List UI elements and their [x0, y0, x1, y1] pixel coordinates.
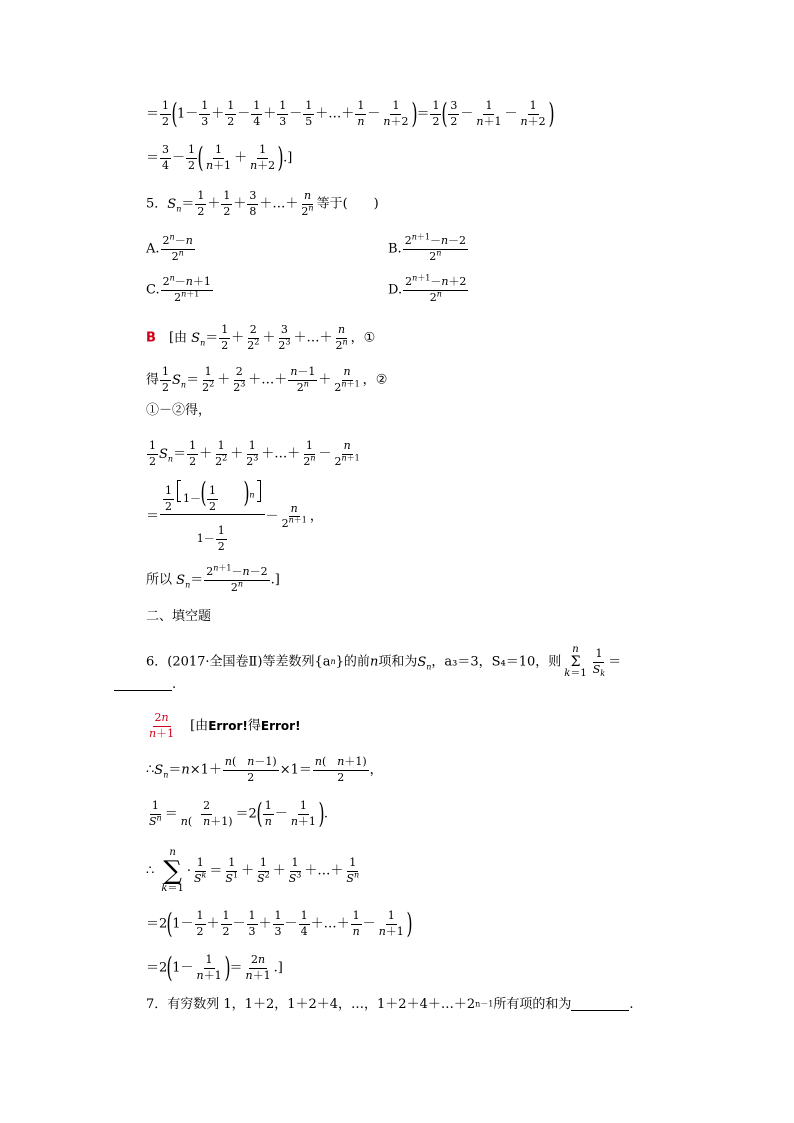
question-6: 6．(2017·全国卷Ⅱ)等差数列{an}的前n项和为$S_n$，a₃＝3，S₄＝10，则 n Σ k＝1 $\frac{1}{S_k}$ ＝	[146, 644, 622, 679]
q6-answer-line: $\frac{2n}{n+1}$ [由Error!得Error!	[149, 711, 301, 740]
solution-line-6: 所以 $S_n=$ $\frac{2^{n+1}-n-2}{2^n}$ .]	[146, 563, 280, 594]
section-title: 二、填空题	[146, 609, 212, 624]
option-c: C. $\frac{2^n-n+1}{2^{n+1}}$	[146, 273, 211, 304]
option-b: B. $\frac{2^{n+1}-n-2}{2^n}$	[388, 232, 467, 263]
answer-blank[interactable]	[114, 678, 172, 691]
formula-line-1: ＝ $\frac{1}{2}$ (1－ $\frac{1}{3}$ ＋ $\frac{1}{2}$ － $\frac{1}{4}$ ＋ $\frac{1}{3}$ － $\frac{1}{5}$ ＋…＋ $\frac{1}{n}$ － $\frac{1}{n+2}$ )＝ $\frac{1}{2}$ ( $\frac{3}{2}$ － $\frac{1}{n+1}$ － $\frac{1}{n+2}$ )	[146, 96, 555, 130]
answer-blank[interactable]	[571, 998, 629, 1011]
option-a: A. $\frac{2^n-n}{2^n}$	[146, 232, 193, 263]
solution-line-2: 得 $\frac{1}{2}$ $S_n=$ $\frac{1}{2^2}$ ＋ $\frac{2}{2^3}$ ＋…＋ $\frac{n-1}{2^n}$ ＋ $\frac{n}{2^{n+1}}$ ，②	[146, 365, 388, 394]
q6-solution-line-3: ∴ n ∑ k＝1 · $\frac{1}{S^k}$ ＝ $\frac{1}{S^1}$ ＋ $\frac{1}{S^2}$ ＋ $\frac{1}{S^3}$ ＋…＋ $\frac{1}{S^n}$	[146, 847, 360, 894]
solution-line-1: B [由 $S_n=$ $\frac{1}{2}$ ＋ $\frac{2}{2^2}$ ＋ $\frac{3}{2^3}$ ＋…＋ $\frac{n}{2^n}$ ，①	[146, 323, 376, 352]
question-7: 7．有穷数列 1，1＋2，1＋2＋4，…，1＋2＋4＋…＋2n－1所有项的和为 .	[146, 997, 634, 1012]
question-6-blank: .	[114, 678, 176, 691]
formula-line-2: ＝ $\frac{3}{4}$ － $\frac{1}{2}$ ( $\frac{1}{n+1}$ ＋ $\frac{1}{n+2}$ ).]	[146, 140, 293, 174]
question-5: 5．$S_n=$ $\frac{1}{2}$ ＋ $\frac{1}{2}$ ＋ $\frac{3}{8}$ ＋…＋ $\frac{n}{2^n}$ 等于( )	[146, 189, 379, 218]
solution-line-4: $\frac{1}{2}$ $S_n=$ $\frac{1}{2}$ ＋ $\frac{1}{2^2}$ ＋ $\frac{1}{2^3}$ ＋…＋ $\frac{1}{2^n}$ － $\frac{n}{2^{n+1}}$	[149, 439, 360, 468]
option-d: D. $\frac{2^{n+1}-n+2}{2^n}$	[388, 273, 467, 304]
q6-solution-line-5: ＝2(1－ $\frac{1}{n+1}$ )＝ $\frac{2n}{n+1}$ .]	[146, 950, 283, 984]
q6-solution-line-4: ＝2(1－ $\frac{1}{2}$ ＋ $\frac{1}{2}$ － $\frac{1}{3}$ ＋ $\frac{1}{3}$ － $\frac{1}{4}$ ＋…＋ $\frac{1}{n}$ － $\frac{1}{n+1}$ )	[146, 906, 413, 940]
solution-line-5: ＝ $\frac{1}{2}$ 1－( $\frac{1}{2}$ )$^n$ 1－ $\frac{1}{2}$ － $\frac{n}{2^{n+1}}$ ，	[146, 476, 323, 553]
solution-line-3: ①－②得，	[146, 403, 212, 418]
q6-solution-line-2: $\frac{1}{S^n}$ ＝ $\frac{2}{n( n+1)}$ ＝2( $\frac{1}{n}$ － $\frac{1}{n+1}$ ).	[149, 796, 328, 830]
q6-solution-line-1: $\therefore S_n=n\times 1+$ $\frac{n( n-1)}{2}$ ×1＝ $\frac{n( n+1)}{2}$ ，	[146, 755, 383, 784]
